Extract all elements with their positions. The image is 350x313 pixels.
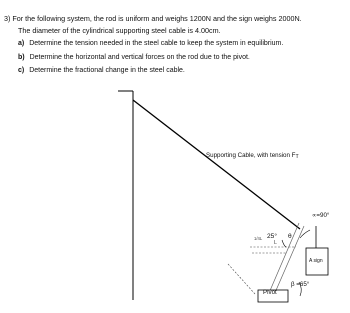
part-c-letter: c) — [18, 67, 25, 75]
part-a-letter: a) — [18, 40, 25, 48]
part-a-text: Determine the tension needed in the steel cable to keep the system in equilibrium. — [29, 40, 284, 48]
cable-label-text: Supporting Cable, with tension F — [206, 152, 296, 159]
sign-label: A sign — [309, 258, 323, 264]
pivot-label: Pivot — [263, 289, 277, 296]
half-l-label: 1/4L — [254, 236, 263, 241]
problem-line2: The diameter of the cylindrical supporting steel cable is 4.00cm. — [18, 25, 221, 35]
part-b-letter: b) — [18, 53, 25, 61]
problem-number: 3) — [4, 14, 11, 23]
cable-label — [206, 152, 299, 160]
beta-label: β =65° — [291, 281, 310, 288]
angle-25-label: 25° — [267, 233, 277, 240]
l-label: L — [274, 240, 277, 246]
part-c-text: Determine the fractional change in the steel cable. — [29, 67, 185, 75]
part-b-text: Determine the horizontal and vertical forces on the rod due to the pivot. — [29, 53, 250, 61]
problem-intro-text: For the following system, the rod is uniform and weighs 1200N and the sign weighs 2000N. — [12, 14, 302, 23]
length-dashed — [228, 264, 255, 294]
theta-label: θ — [288, 233, 292, 240]
cable-label-sub: T — [295, 154, 299, 160]
angle-25-arc — [282, 240, 286, 247]
supporting-cable — [133, 100, 300, 229]
alpha-label: ∝=90° — [312, 212, 330, 219]
